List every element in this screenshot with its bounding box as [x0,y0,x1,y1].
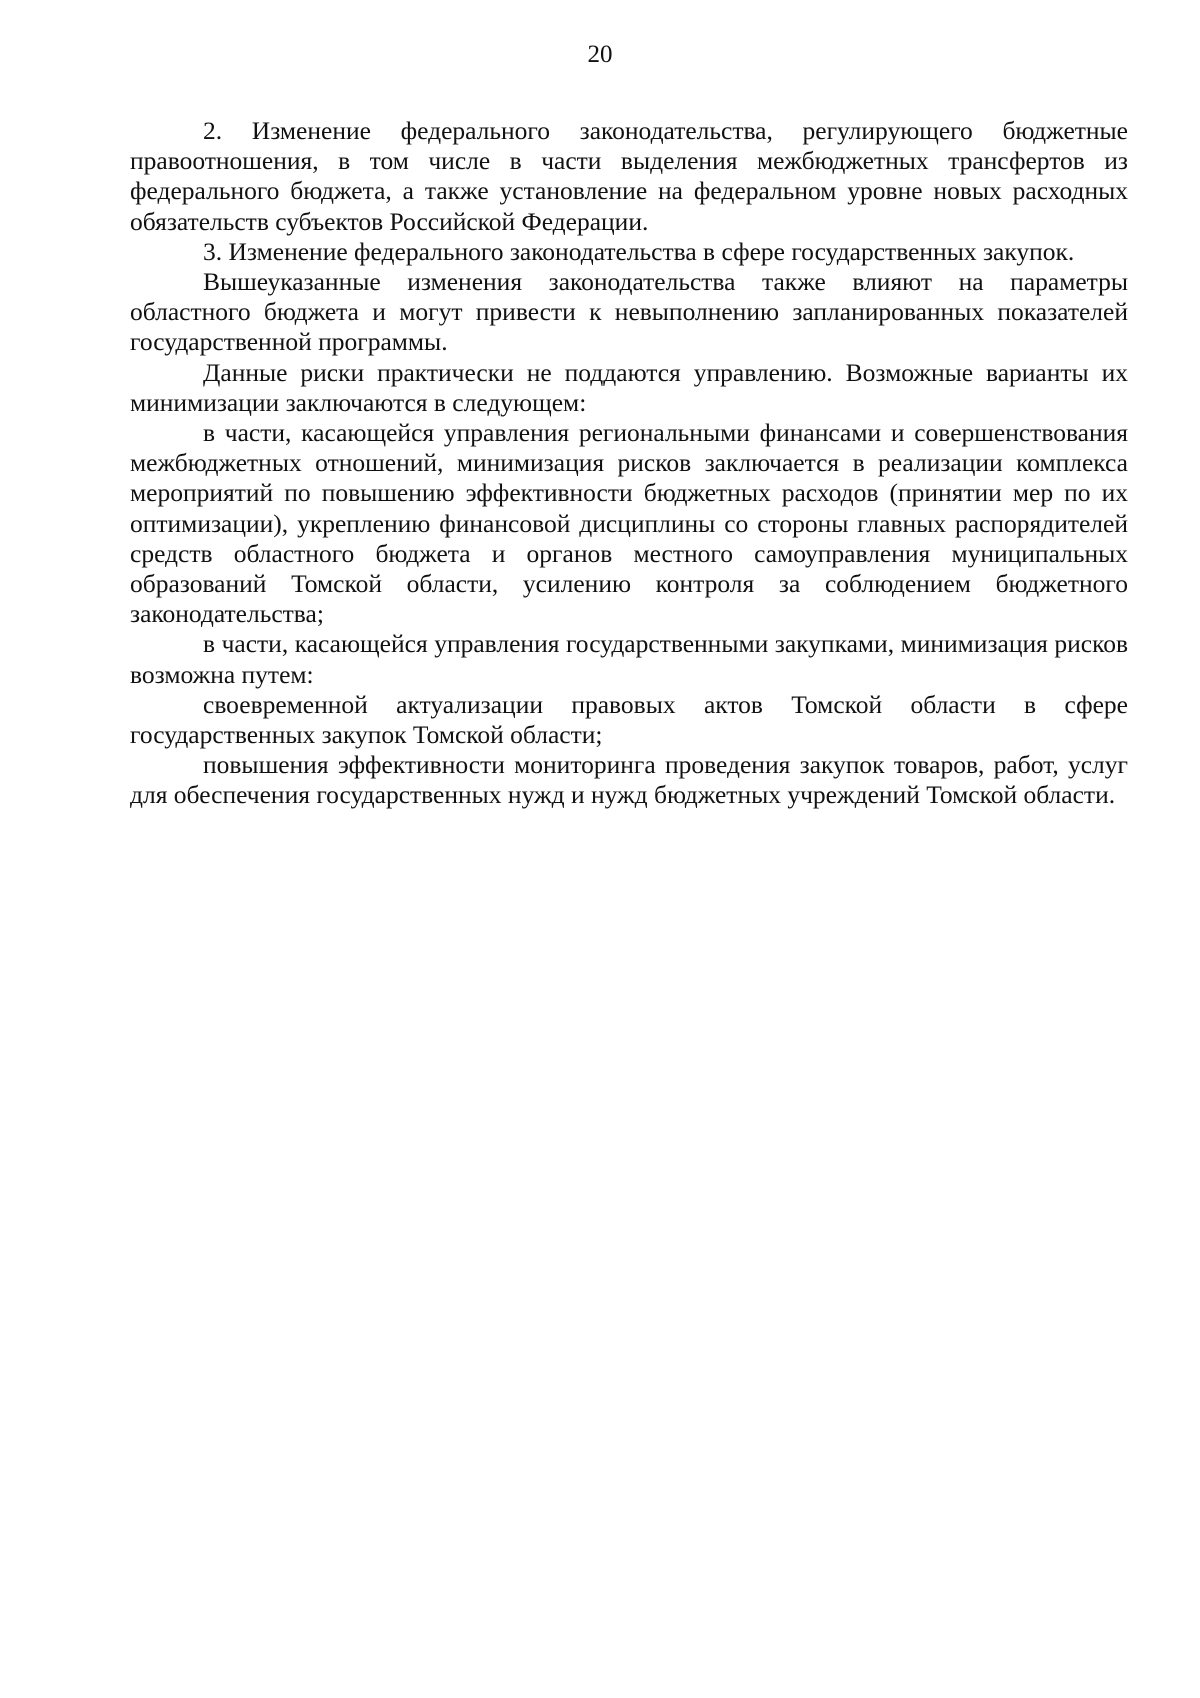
paragraph-impact-on-budget: Вышеуказанные изменения законодательства также влияют на параметры областного бюджета и могут привести к невыполнению запланированных показателей государственной программы. [130,267,1128,357]
document-body [130,116,1128,811]
page-number: 20 [587,41,613,68]
paragraph-procurement-measures-intro: в части, касающейся управления государственными закупками, минимизация рисков возможна путем: [130,629,1128,689]
paragraph-risk-minimization-intro: Данные риски практически не поддаются управлению. Возможные варианты их минимизации заключаются в следующем: [130,357,1128,417]
paragraph-legal-acts-update: своевременной актуализации правовых актов Томской области в сфере государственных закупок Томской области; [130,689,1128,750]
paragraph-federal-budget-legislation: 2. Изменение федерального законодательства, регулирующего бюджетные правоотношения, в том числе в части выделения межбюджетных трансфертов из федерального бюджета, а также установление на федеральном уровне новых расходных обязательств субъектов Российской Федерации. [130,116,1128,236]
paragraph-procurement-legislation: 3. Изменение федерального законодательства в сфере государственных закупок. [203,236,1075,266]
paragraph-regional-finance-measures: в части, касающейся управления региональными финансами и совершенствования межбюджетных отношений, минимизация рисков заключается в реализации комплекса мероприятий по повышению эффективности бюджетных расходов (принятии мер по их оптимизации), укреплению финансовой дисциплины со стороны главных распорядителей средств областного бюджета и органов местного самоуправления муниципальных образований Томской области, усилению контроля за соблюдением бюджетного законодательства; [130,418,1128,629]
paragraph-procurement-monitoring: повышения эффективности мониторинга проведения закупок товаров, работ, услуг для обеспечения государственных нужд и нужд бюджетных учреждений Томской области. [130,750,1128,810]
